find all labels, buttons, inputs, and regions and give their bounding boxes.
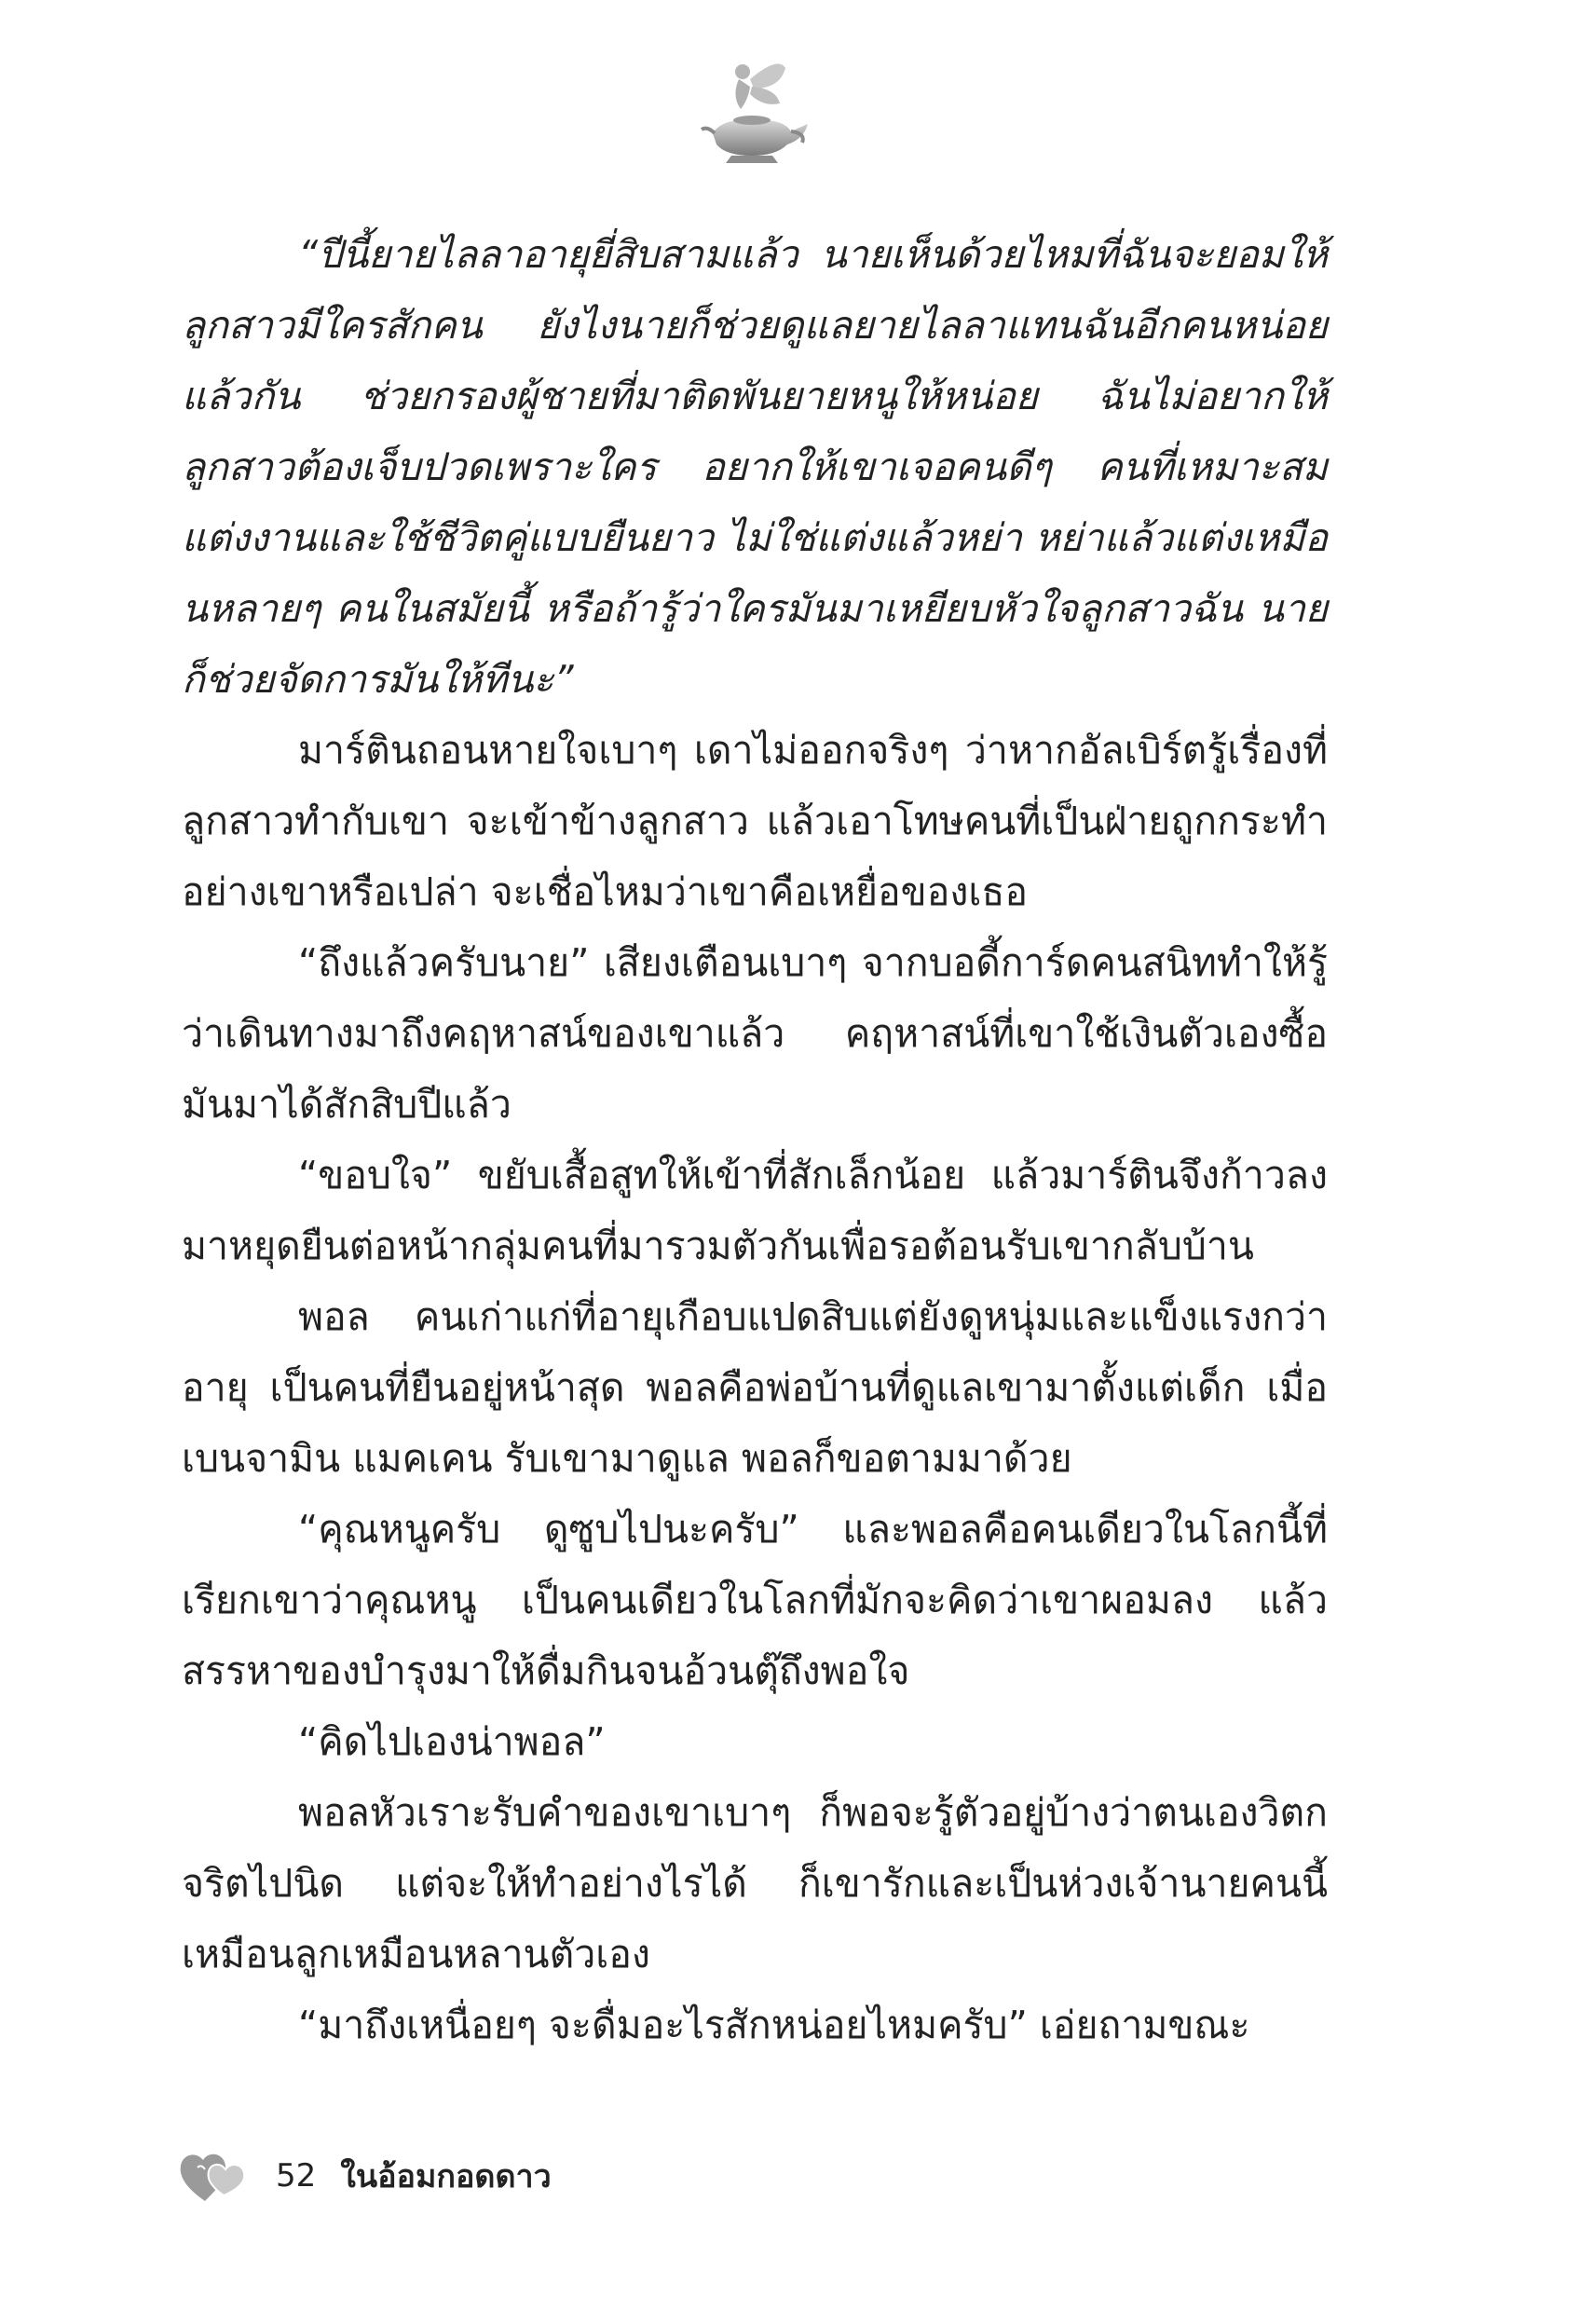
paragraph-8: พอลหัวเราะรับคำของเขาเบาๆ ก็พอจะรู้ตัวอยู่บ้างว่าตนเองวิตกจริตไปนิด แต่จะให้ทำอย่างไรได้ ก็เขารักและเป็นห่วงเจ้านายคนนี้เหมือนลูกเหมือนหลานตัวเอง (182, 1790, 1328, 1976)
magic-lamp-icon (694, 51, 815, 172)
heart-icon (177, 2147, 250, 2205)
paragraph-1: “ปีนี้ยายไลลาอายุยี่สิบสามแล้ว นายเห็นด้วยไหมที่ฉันจะยอมให้ลูกสาวมีใครสักคน ยังไงนายก็ช่วยดูแลยายไลลาแทนฉันอีกคนหน่อยแล้วกัน ช่วยกรองผู้ชายที่มาติดพันยายหนูให้หน่อย ฉันไม่อยากให้ลูกสาวต้องเจ็บปวดเพราะใคร อยากให้เขาเจอคนดีๆ คนที่เหมาะสม แต่งงานและใช้ชีวิตคู่แบบยืนยาว ไม่ใช่แต่งแล้วหย่า หย่าแล้วแต่งเหมือนหลายๆ คนในสมัยนี้ หรือถ้ารู้ว่าใครมันมาเหยียบหัวใจลูกสาวฉัน นายก็ช่วยจัดการมันให้ทีนะ” (182, 232, 1328, 702)
text-body (182, 219, 1328, 2060)
page-number: 52 (276, 2157, 317, 2195)
paragraph-2: มาร์ตินถอนหายใจเบาๆ เดาไม่ออกจริงๆ ว่าหากอัลเบิร์ตรู้เรื่องที่ลูกสาวทำกับเขา จะเข้าข้างลูกสาว แล้วเอาโทษคนที่เป็นฝ่ายถูกกระทำอย่างเขาหรือเปล่า จะเชื่อไหมว่าเขาคือเหยื่อของเธอ (182, 728, 1328, 914)
paragraph-6: “คุณหนูครับ ดูซูบไปนะครับ” และพอลคือคนเดียวในโลกนี้ที่เรียกเขาว่าคุณหนู เป็นคนเดียวในโลกที่มักจะคิดว่าเขาผอมลง แล้วสรรหาของบำรุงมาให้ดื่มกินจนอ้วนตุ๊ถึงพอใจ (182, 1507, 1328, 1693)
paragraph-3: “ถึงแล้วครับนาย” เสียงเตือนเบาๆ จากบอดี้การ์ดคนสนิททำให้รู้ว่าเดินทางมาถึงคฤหาสน์ของเขาแล้ว คฤหาสน์ที่เขาใช้เงินตัวเองซื้อมันมาได้สักสิบปีแล้ว (182, 940, 1328, 1127)
paragraph-4: “ขอบใจ” ขยับเสื้อสูทให้เข้าที่สักเล็กน้อย แล้วมาร์ตินจึงก้าวลงมาหยุดยืนต่อหน้ากลุ่มคนที่มารวมตัวกันเพื่อรอต้อนรับเขากลับบ้าน (182, 1153, 1328, 1268)
paragraph-7: “คิดไปเองน่าพอล” (298, 1719, 606, 1764)
paragraph-5: พอล คนเก่าแก่ที่อายุเกือบแปดสิบแต่ยังดูหนุ่มและแข็งแรงกว่าอายุ เป็นคนที่ยืนอยู่หน้าสุด พอลคือพ่อบ้านที่ดูแลเขามาตั้งแต่เด็ก เมื่อ เบนจามิน แมคเคน รับเขามาดูแล พอลก็ขอตามมาด้วย (182, 1294, 1328, 1481)
page-footer (177, 2143, 552, 2208)
paragraph-9: “มาถึงเหนื่อยๆ จะดื่มอะไรสักหน่อยไหมครับ” เอ่ยถามขณะ (298, 2003, 1250, 2047)
book-title: ในอ้อมกอดดาว (340, 2158, 552, 2195)
